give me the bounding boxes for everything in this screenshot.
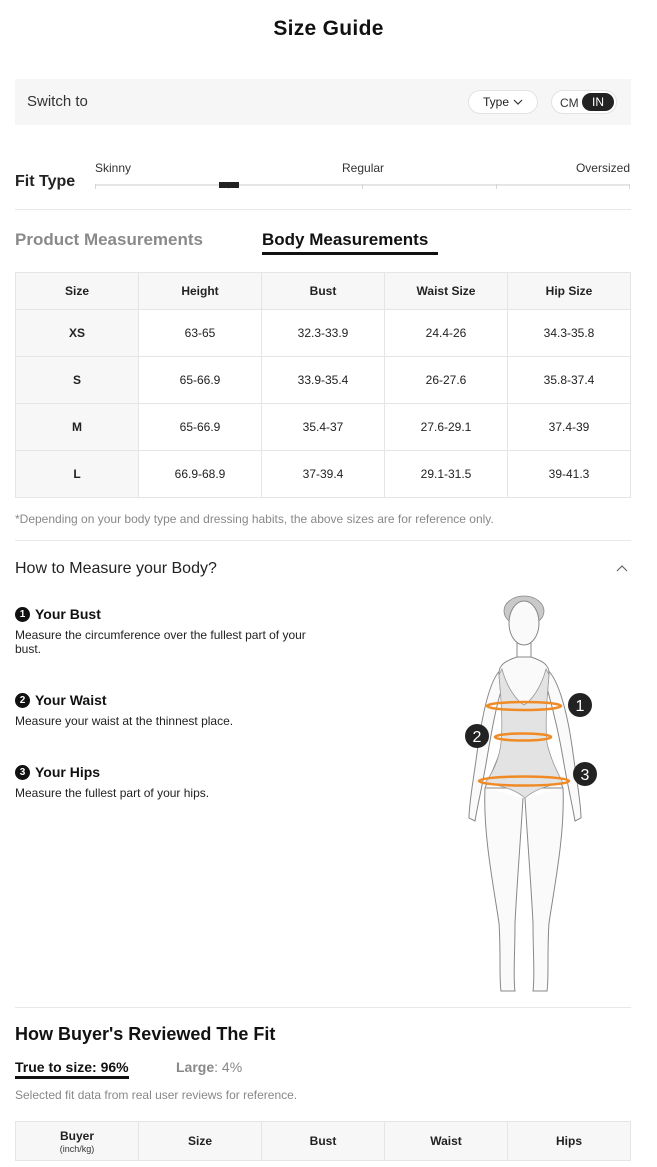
- fit-option-skinny: Skinny: [95, 161, 132, 175]
- step-title: Your Hips: [35, 764, 101, 780]
- fit-type-marker: [219, 182, 239, 188]
- step-description: Measure the circumference over the fullest part of your bust.: [15, 628, 306, 656]
- table-cell: 27.6-29.1: [385, 404, 508, 451]
- table-cell: 63-65: [139, 310, 262, 357]
- large-label: Large: [176, 1059, 215, 1075]
- table-cell: 24.4-26: [385, 310, 508, 357]
- tab-body-measurements[interactable]: Body Measurements: [262, 230, 429, 249]
- size-table: [15, 272, 631, 498]
- figure-right-leg: [525, 788, 563, 991]
- tab-true-to-size[interactable]: True to size: 96%: [15, 1059, 129, 1075]
- table-cell: 66.9-68.9: [139, 451, 262, 498]
- body-measurement-figure: [455, 593, 605, 998]
- step-description: Measure the fullest part of your hips.: [15, 786, 210, 800]
- tab-product-measurements[interactable]: Product Measurements: [15, 230, 203, 249]
- header-buyer: [16, 1122, 139, 1161]
- size-cell: S: [16, 357, 139, 404]
- reviews-note: Selected fit data from real user reviews for reference.: [15, 1088, 298, 1102]
- how-to-measure-title[interactable]: How to Measure your Body?: [15, 560, 217, 577]
- marker-waist-label: 2: [472, 729, 482, 746]
- table-cell: 29.1-31.5: [385, 451, 508, 498]
- reviews-title: How Buyer's Reviewed The Fit: [15, 1024, 276, 1044]
- fit-option-oversized: Oversized: [575, 161, 630, 175]
- table-row: [16, 357, 631, 404]
- step-number: 1: [15, 607, 30, 622]
- header-height: Height: [139, 273, 262, 310]
- chevron-down-icon: [513, 99, 523, 105]
- header-waist: Waist Size: [385, 273, 508, 310]
- marker-hips-label: 3: [580, 767, 590, 784]
- size-reference-note: *Depending on your body type and dressing habits, the above sizes are for reference only.: [15, 512, 494, 526]
- table-cell: 37.4-39: [508, 404, 631, 451]
- table-header-row: [16, 273, 631, 310]
- step-title: Your Waist: [35, 692, 107, 708]
- fit-type-scale: [95, 184, 630, 188]
- active-tab-indicator: [262, 252, 438, 255]
- fit-tick: [629, 184, 630, 189]
- true-to-size-label: True to size: [15, 1059, 93, 1075]
- table-row: [16, 451, 631, 498]
- header-hip: Hip Size: [508, 273, 631, 310]
- size-cell: M: [16, 404, 139, 451]
- unit-switch-bar: [15, 79, 631, 125]
- true-to-size-value: 96%: [100, 1059, 129, 1075]
- figure-left-leg: [485, 788, 523, 991]
- buyer-fit-table: [15, 1121, 631, 1161]
- table-cell: 39-41.3: [508, 451, 631, 498]
- active-review-tab-indicator: [15, 1076, 129, 1079]
- buyer-header-label: Buyer: [59, 1128, 94, 1143]
- type-dropdown[interactable]: [468, 90, 538, 114]
- header-bust: Bust: [262, 1122, 385, 1161]
- fit-tick: [95, 184, 96, 189]
- size-cell: L: [16, 451, 139, 498]
- table-cell: 32.3-33.9: [262, 310, 385, 357]
- unit-toggle[interactable]: [551, 90, 617, 114]
- size-cell: XS: [16, 310, 139, 357]
- header-hips: Hips: [508, 1122, 631, 1161]
- step-number: 3: [15, 765, 30, 780]
- fit-option-regular: Regular: [342, 161, 385, 175]
- fit-tick: [496, 184, 497, 189]
- marker-bust-label: 1: [575, 698, 585, 715]
- step-description: Measure your waist at the thinnest place.: [15, 714, 234, 728]
- divider: [15, 540, 631, 541]
- table-cell: 37-39.4: [262, 451, 385, 498]
- page-title: Size Guide: [273, 17, 384, 40]
- divider: [15, 1007, 631, 1008]
- large-value: 4%: [221, 1059, 243, 1075]
- type-label: Type: [482, 95, 509, 109]
- step-bust: [15, 606, 315, 656]
- header-waist: Waist: [385, 1122, 508, 1161]
- switch-label: Switch to: [27, 93, 88, 110]
- header-size: Size: [16, 273, 139, 310]
- table-cell: 65-66.9: [139, 357, 262, 404]
- table-cell: 35.4-37: [262, 404, 385, 451]
- step-hips: [15, 764, 315, 800]
- table-row: [16, 404, 631, 451]
- table-cell: 34.3-35.8: [508, 310, 631, 357]
- step-number: 2: [15, 693, 30, 708]
- figure-head: [509, 601, 539, 645]
- table-row: [16, 310, 631, 357]
- table-cell: 26-27.6: [385, 357, 508, 404]
- unit-in-option[interactable]: IN: [582, 93, 614, 111]
- divider: [15, 209, 631, 210]
- header-bust: Bust: [262, 273, 385, 310]
- table-cell: 33.9-35.4: [262, 357, 385, 404]
- tab-large[interactable]: Large: 4%: [176, 1059, 243, 1075]
- table-header-row: [16, 1122, 631, 1161]
- fit-tick: [362, 184, 363, 189]
- unit-cm-option[interactable]: CM: [560, 96, 579, 110]
- table-cell: 35.8-37.4: [508, 357, 631, 404]
- fit-type-label: Fit Type: [15, 173, 76, 190]
- step-title: Your Bust: [35, 606, 101, 622]
- step-waist: [15, 692, 315, 728]
- header-size: Size: [139, 1122, 262, 1161]
- buyer-header-unit: (inch/kg): [59, 1143, 95, 1154]
- chevron-up-icon[interactable]: [614, 561, 630, 577]
- table-cell: 65-66.9: [139, 404, 262, 451]
